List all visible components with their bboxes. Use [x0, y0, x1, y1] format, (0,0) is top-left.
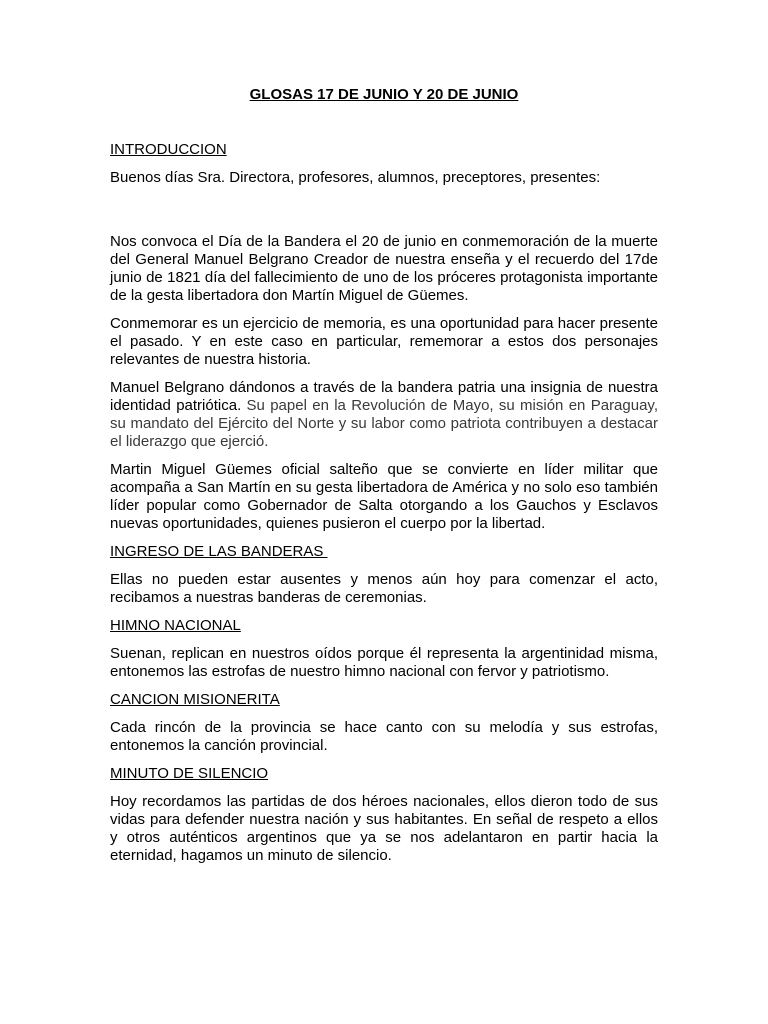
- section-heading-introduccion: INTRODUCCION: [110, 141, 227, 158]
- document-title: GLOSAS 17 DE JUNIO Y 20 DE JUNIO: [249, 86, 519, 103]
- himno-paragraph: Suenan, replican en nuestros oídos porque él representa la argentinidad misma, entonemos las estrofas de nuestro himno nacional con fervor y patriotismo.: [110, 645, 658, 680]
- document-page: [110, 86, 658, 875]
- intro-paragraph-1: Nos convoca el Día de la Bandera el 20 de junio en conmemoración de la muerte del General Manuel Belgrano Creador de nuestra enseña y el recuerdo del 17de junio de 1821 día del fallecimiento de uno de los próceres protagonista importante de la gesta libertadora don Martín Miguel de Güemes.: [110, 233, 658, 304]
- minuto-paragraph: Hoy recordamos las partidas de dos héroes nacionales, ellos dieron todo de sus vidas para defender nuestra nación y sus habitantes. En señal de respeto a ellos y otros auténticos argentinos que ya se nos adelantaron en partir hacia la eternidad, hagamos un minuto de silencio.: [110, 793, 658, 864]
- intro-paragraph-3-part-b: Su papel en la Revolución de Mayo, su misión en Paraguay, su mandato del Ejército del Norte y su labor como patriota contribuyen a destacar el liderazgo que ejerció.: [110, 397, 658, 450]
- intro-paragraph-3: [110, 379, 658, 451]
- section-heading-cancion: CANCION MISIONERITA: [110, 691, 280, 708]
- intro-paragraph-3-part-a: Manuel Belgrano dándonos a través de la bandera patria una insignia de nuestra identidad patriótica.: [110, 379, 658, 414]
- section-heading-minuto: MINUTO DE SILENCIO: [110, 765, 269, 782]
- intro-paragraph-2: Conmemorar es un ejercicio de memoria, es una oportunidad para hacer presente el pasado. Y en este caso en particular, rememorar a estos dos personajes relevantes de nuestra historia.: [110, 315, 658, 368]
- banderas-paragraph: Ellas no pueden estar ausentes y menos aún hoy para comenzar el acto, recibamos a nuestras banderas de ceremonias.: [110, 571, 658, 606]
- cancion-paragraph: Cada rincón de la provincia se hace canto con su melodía y sus estrofas, entonemos la canción provincial.: [110, 719, 658, 754]
- greeting-text: Buenos días Sra. Directora, profesores, alumnos, preceptores, presentes:: [110, 169, 601, 186]
- section-heading-banderas: INGRESO DE LAS BANDERAS: [110, 543, 328, 560]
- section-heading-himno: HIMNO NACIONAL: [110, 617, 241, 634]
- intro-paragraph-4: Martin Miguel Güemes oficial salteño que se convierte en líder militar que acompaña a San Martín en su gesta libertadora de América y no solo eso también líder popular como Gobernador de Salta otorgando a los Gauchos y Esclavos nuevas oportunidades, quienes pusieron el cuerpo por la libertad.: [110, 461, 658, 532]
